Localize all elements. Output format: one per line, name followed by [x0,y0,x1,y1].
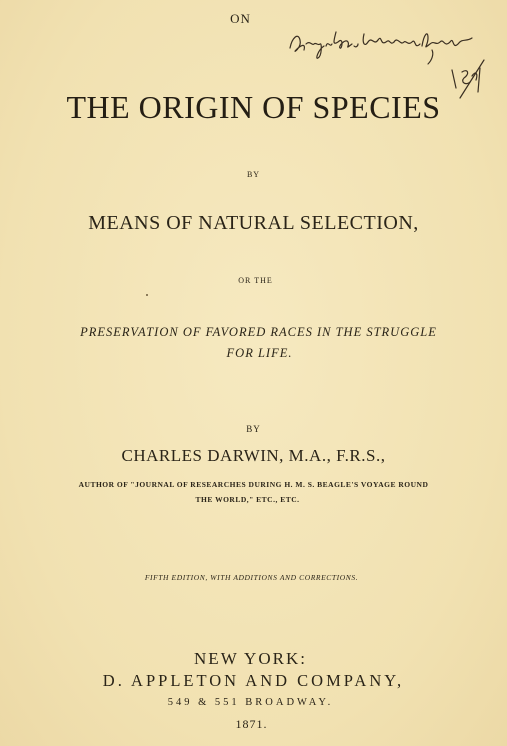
on-label: ON [230,11,251,26]
author-credits-line-1: AUTHOR OF "JOURNAL OF RESEARCHES DURING H. M. S. BEAGLE'S VOYAGE ROUND [78,480,429,489]
publisher-address: 549 & 551 BROADWAY. [167,697,334,708]
publisher-name: D. APPLETON AND COMPANY, [102,671,405,690]
publisher-city: NEW YORK: [194,649,307,668]
by-label: BY [246,170,261,179]
publication-year: 1871. [235,717,268,731]
by-author-label: BY [246,424,261,434]
subtitle-line-1: PRESERVATION OF FAVORED RACES IN THE STRUGGLE [80,325,437,339]
subtitle-line-2: FOR LIFE. [226,346,293,360]
author-credits-line-2: THE WORLD," ETC., ETC. [195,495,300,504]
means-heading: MEANS OF NATURAL SELECTION, [88,212,419,234]
handwritten-signature [282,20,502,100]
or-the-label: OR THE [238,276,273,285]
book-title: THE ORIGIN OF SPECIES [66,89,441,125]
ink-speck [146,294,148,296]
author-name: CHARLES DARWIN, M.A., F.R.S., [121,446,386,465]
edition-note: FIFTH EDITION, WITH ADDITIONS AND CORRECTIONS. [144,573,359,582]
